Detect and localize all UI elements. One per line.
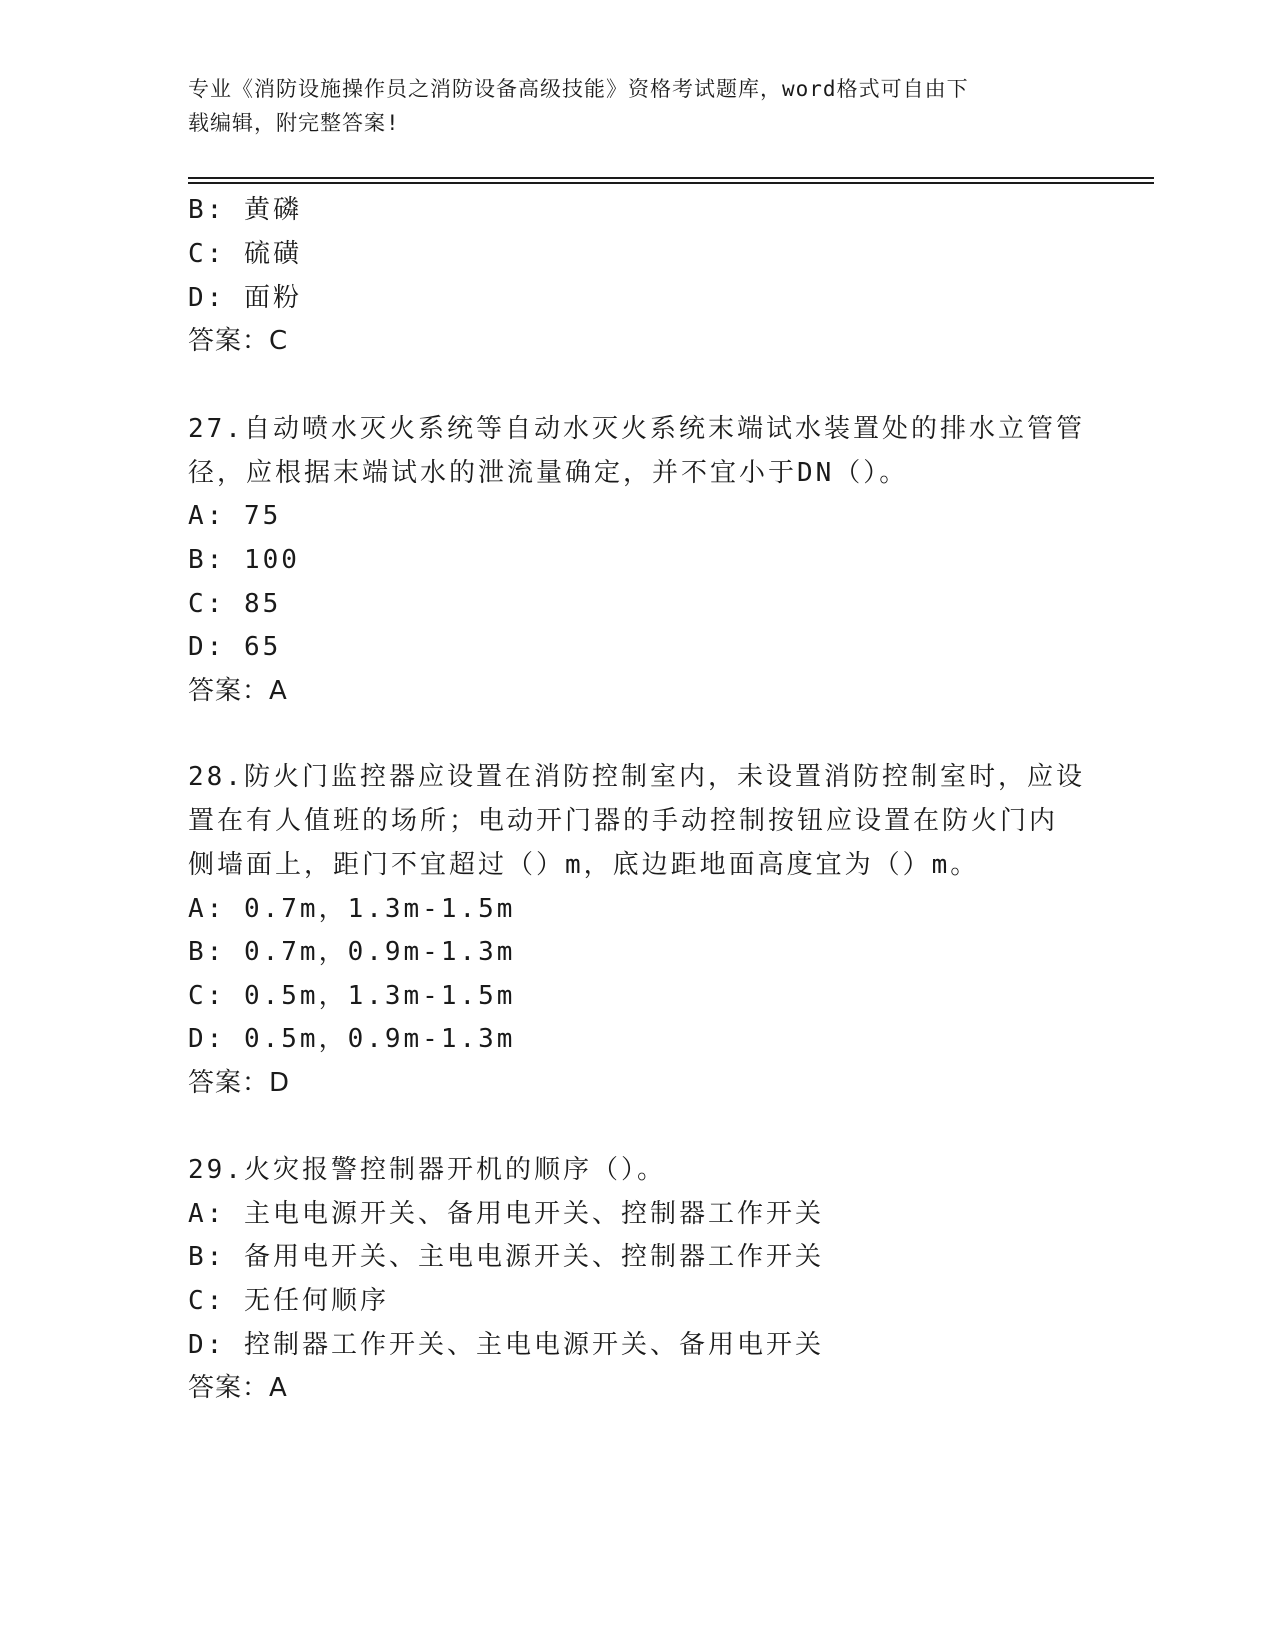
header-line-1: 专业《消防设施操作员之消防设备高级技能》资格考试题库，word格式可自由下 bbox=[188, 77, 969, 101]
q29-option-b: B: 备用电开关、主电电源开关、控制器工作开关 bbox=[188, 1242, 824, 1272]
q27-option-a: A: 75 bbox=[188, 501, 282, 531]
q27-stem-line-2: 径，应根据末端试水的泄流量确定，并不宜小于DN（）。 bbox=[188, 458, 909, 488]
q28-stem-line-3: 侧墙面上，距门不宜超过（）m，底边距地面高度宜为（）m。 bbox=[188, 850, 980, 880]
header-rule-top bbox=[188, 177, 1154, 179]
header-line-2: 载编辑，附完整答案! bbox=[188, 111, 400, 135]
document-header bbox=[188, 72, 1088, 140]
q27-stem-line-1: 27.自动喷水灭火系统等自动水灭火系统末端试水装置处的排水立管管 bbox=[188, 414, 1085, 444]
q26-option-d: D: 面粉 bbox=[188, 283, 302, 313]
q29-option-a: A: 主电电源开关、备用电开关、控制器工作开关 bbox=[188, 1199, 824, 1229]
q27-answer: 答案：A bbox=[188, 676, 288, 706]
q26-answer: 答案：C bbox=[188, 326, 289, 356]
q29-stem-line-1: 29.火灾报警控制器开机的顺序（）。 bbox=[188, 1155, 666, 1185]
q27-option-d: D: 65 bbox=[188, 632, 282, 662]
q29-option-d: D: 控制器工作开关、主电电源开关、备用电开关 bbox=[188, 1330, 824, 1360]
q28-option-a: A: 0.7m，1.3m-1.5m bbox=[188, 894, 516, 924]
q28-stem-line-2: 置在有人值班的场所；电动开门器的手动控制按钮应设置在防火门内 bbox=[188, 806, 1059, 836]
q26-option-c: C: 硫磺 bbox=[188, 239, 302, 269]
q28-option-b: B: 0.7m，0.9m-1.3m bbox=[188, 937, 516, 967]
q27-option-c: C: 85 bbox=[188, 589, 282, 619]
header-rule-bottom bbox=[188, 182, 1154, 184]
q28-stem-line-1: 28.防火门监控器应设置在消防控制室内，未设置消防控制室时，应设 bbox=[188, 762, 1085, 792]
q26-option-b: B: 黄磷 bbox=[188, 195, 302, 225]
q29-option-c: C: 无任何顺序 bbox=[188, 1286, 389, 1316]
q28-option-d: D: 0.5m，0.9m-1.3m bbox=[188, 1024, 516, 1054]
q29-answer: 答案：A bbox=[188, 1373, 288, 1403]
q27-option-b: B: 100 bbox=[188, 545, 300, 575]
q28-option-c: C: 0.5m，1.3m-1.5m bbox=[188, 981, 516, 1011]
q28-answer: 答案：D bbox=[188, 1068, 291, 1098]
